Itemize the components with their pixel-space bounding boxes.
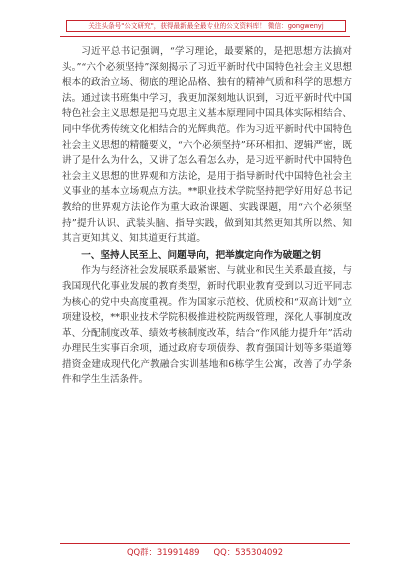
body-paragraph: 习近平总书记强调，“学习理论，最要紧的，是把思想方法搞对头。”“六个必须坚持”深刻揭示了习近平新时代中国特色社会主义思想根本的政治立场、彻底的理论品格、独有的精神气质和科学的思想方法。通过读书班集中学习，我更加深刻地认识到，习近平新时代中国特色社会主义思想是把马克思主义基本原理同中国具体实际相结合、同中华优秀传统文化相结合的光辉典范。作为习近平新时代中国特色社会主义思想的精髓要义，“六个必须坚持”环环相扣、逻辑严密，既讲了是什么为什么，又讲了怎么看怎么办，是习近平新时代中国特色社会主义思想的世界观和方法论，是用于指导新时代中国特色社会主义事业的基本立场观点方法。**职业技术学院坚持把学好用好总书记教给的世界观方法论作为重大政治课题、实践课题，用“六个必须坚持”提升认识、武装头脑、指导实践，做到知其然更知其所以然、知其言更知其义、知其道更行其道。 [62,46,352,245]
footer-divider [60,543,350,544]
footer [60,546,350,558]
header-banner: 关注头条号"公文研究"，获得最新最全最专业的公文资料库！ 微信：gongwenyj [66,20,346,32]
section-heading: 一、坚持人民至上、问题导向，把举旗定向作为破题之钥 [81,249,322,261]
footer-qq-group: QQ群：31991489 [126,547,200,557]
document-body [62,44,352,388]
body-paragraph: 作为与经济社会发展联系最紧密、与就业和民生关系最直接，与我国现代化事业发展的教育类型，新时代职业教育受到以习近平同志为核心的党中央高度重视。作为国家示范校、优质校和“双高计划”立项建设校，**职业技术学院积极推进校院两级管理，深化人事制度改革、分配制度改革、绩效考核制度改革，结合“作风能力提升年”活动办理民生实事百余项，通过政府专项债券、教育强国计划等多渠道筹措资金建成现代化产教融合实训基地和6栋学生公寓，改善了办学条件和学生生活条件。 [62,265,352,386]
footer-qq: QQ：535304092 [213,547,284,557]
header-divider [60,36,350,37]
